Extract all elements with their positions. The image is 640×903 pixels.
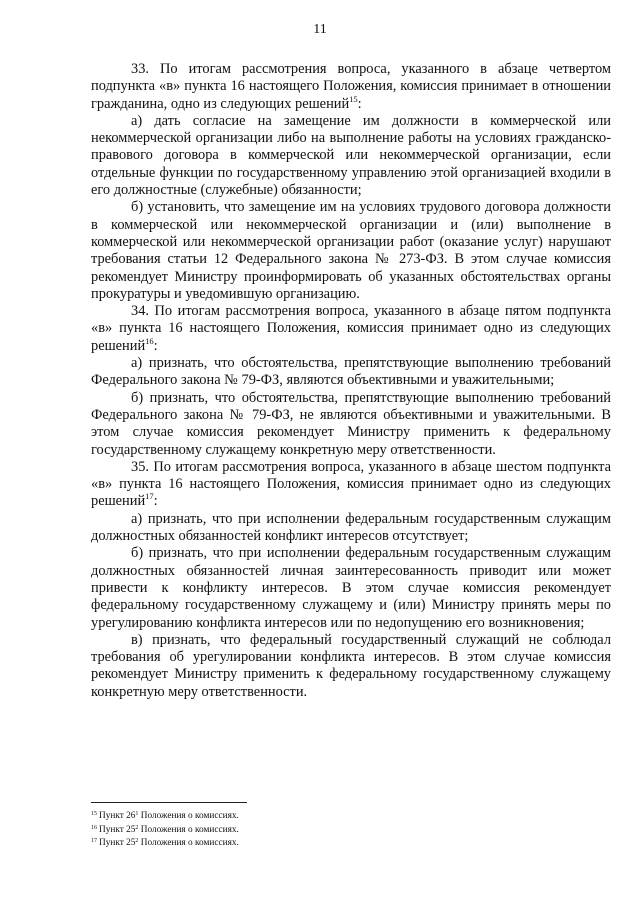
document-body — [91, 61, 611, 701]
paragraph-35a: а) признать, что при исполнении федеральным государственным служащим должностных обязанностей конфликт интересов отсутствует; — [91, 510, 611, 545]
footnote-text: Пункт 25 — [99, 838, 136, 848]
paragraph-34b: б) признать, что обстоятельства, препятствующие выполнению требований Федерального закона № 79-ФЗ, не являются объективными и уважительными. В этом случае комиссия рекомендует Министру применить к федеральному государственному служащему конкретную меру ответственности. — [91, 389, 611, 458]
paragraph-33a: а) дать согласие на замещение им должности в коммерческой или некоммерческой организации либо на выполнение работы на условиях гражданско-правового договора в коммерческой или некоммерческой организации, если отдельные функции по государственному управлению этой организацией входили в его должностные (служебные) обязанности; — [91, 112, 611, 199]
page-number: 11 — [313, 22, 327, 37]
footnotes — [91, 810, 611, 851]
paragraph-35b: б) признать, что при исполнении федеральным государственным служащим должностных обязанностей личная заинтересованность приводит или может привести к конфликту интересов. В этом случае комиссия рекомендует федеральному государственному служащему и (или) Министру принять меры по урегулированию конфликта интересов или по недопущению его возникновения; — [91, 545, 611, 631]
footnote-number: 15 — [91, 811, 97, 817]
paragraph-text: 35. По итогам рассмотрения вопроса, указанного в абзаце шестом подпункта «в» пункта 16 настоящего Положения, комиссия принимает одно из следующих решений — [91, 458, 611, 510]
footnote-ref: 16 — [145, 335, 154, 346]
footnote-ref: 17 — [145, 491, 154, 502]
footnote-text: Пункт 26 — [99, 811, 136, 821]
footnote-superscript: 2 — [135, 838, 139, 844]
paragraph-33b: б) установить, что замещение им на условиях трудового договора должности в коммерческой или некоммерческой организации и (или) выполнение в коммерческой или некоммерческой организации работ (оказание услуг) нарушают требования статьи 12 Федерального закона № 273-ФЗ. В этом случае комиссия рекомендует Министру проинформировать об указанных обстоятельствах органы прокуратуры и уведомившую организацию. — [91, 199, 611, 302]
paragraph-34 — [91, 303, 611, 355]
footnote-divider — [91, 802, 247, 803]
footnote-16 — [91, 824, 611, 838]
footnote-superscript: 1 — [135, 811, 139, 817]
footnote-text-tail: Положения о комиссиях. — [138, 824, 239, 835]
paragraph-34a: а) признать, что обстоятельства, препятствующие выполнению требований Федерального закона № 79-ФЗ, являются объективными и уважительными; — [91, 355, 611, 389]
footnote-number: 16 — [91, 824, 97, 831]
footnote-text-tail: Положения о комиссиях. — [138, 811, 239, 821]
paragraph-tail: : — [357, 95, 362, 112]
footnote-text: Пункт 25 — [99, 824, 136, 835]
paragraph-33 — [91, 61, 611, 113]
paragraph-35 — [91, 459, 611, 511]
footnote-text-tail: Положения о комиссиях. — [138, 838, 239, 848]
paragraph-tail: : — [153, 493, 158, 510]
paragraph-text: 34. По итогам рассмотрения вопроса, указанного в абзаце пятом подпункта «в» пункта 16 настоящего Положения, комиссия принимает одно из следующих решений — [91, 303, 611, 354]
footnote-ref: 15 — [349, 93, 358, 104]
paragraph-text: 33. По итогам рассмотрения вопроса, указанного в абзаце четвертом подпункта «в» пункта 16 настоящего Положения, комиссия принимает в отношении гражданина, одно из следующих решений — [91, 61, 611, 112]
footnote-17 — [91, 837, 611, 851]
footnote-superscript: 2 — [135, 824, 139, 831]
paragraph-tail: : — [153, 337, 158, 354]
footnote-15 — [91, 810, 611, 824]
paragraph-35c: в) признать, что федеральный государственный служащий не соблюдал требования об урегулировании конфликта интересов. В этом случае комиссия рекомендует Министру применить к федеральному государственному служащему конкретную меру ответственности. — [91, 631, 611, 700]
footnote-number: 17 — [91, 838, 97, 844]
